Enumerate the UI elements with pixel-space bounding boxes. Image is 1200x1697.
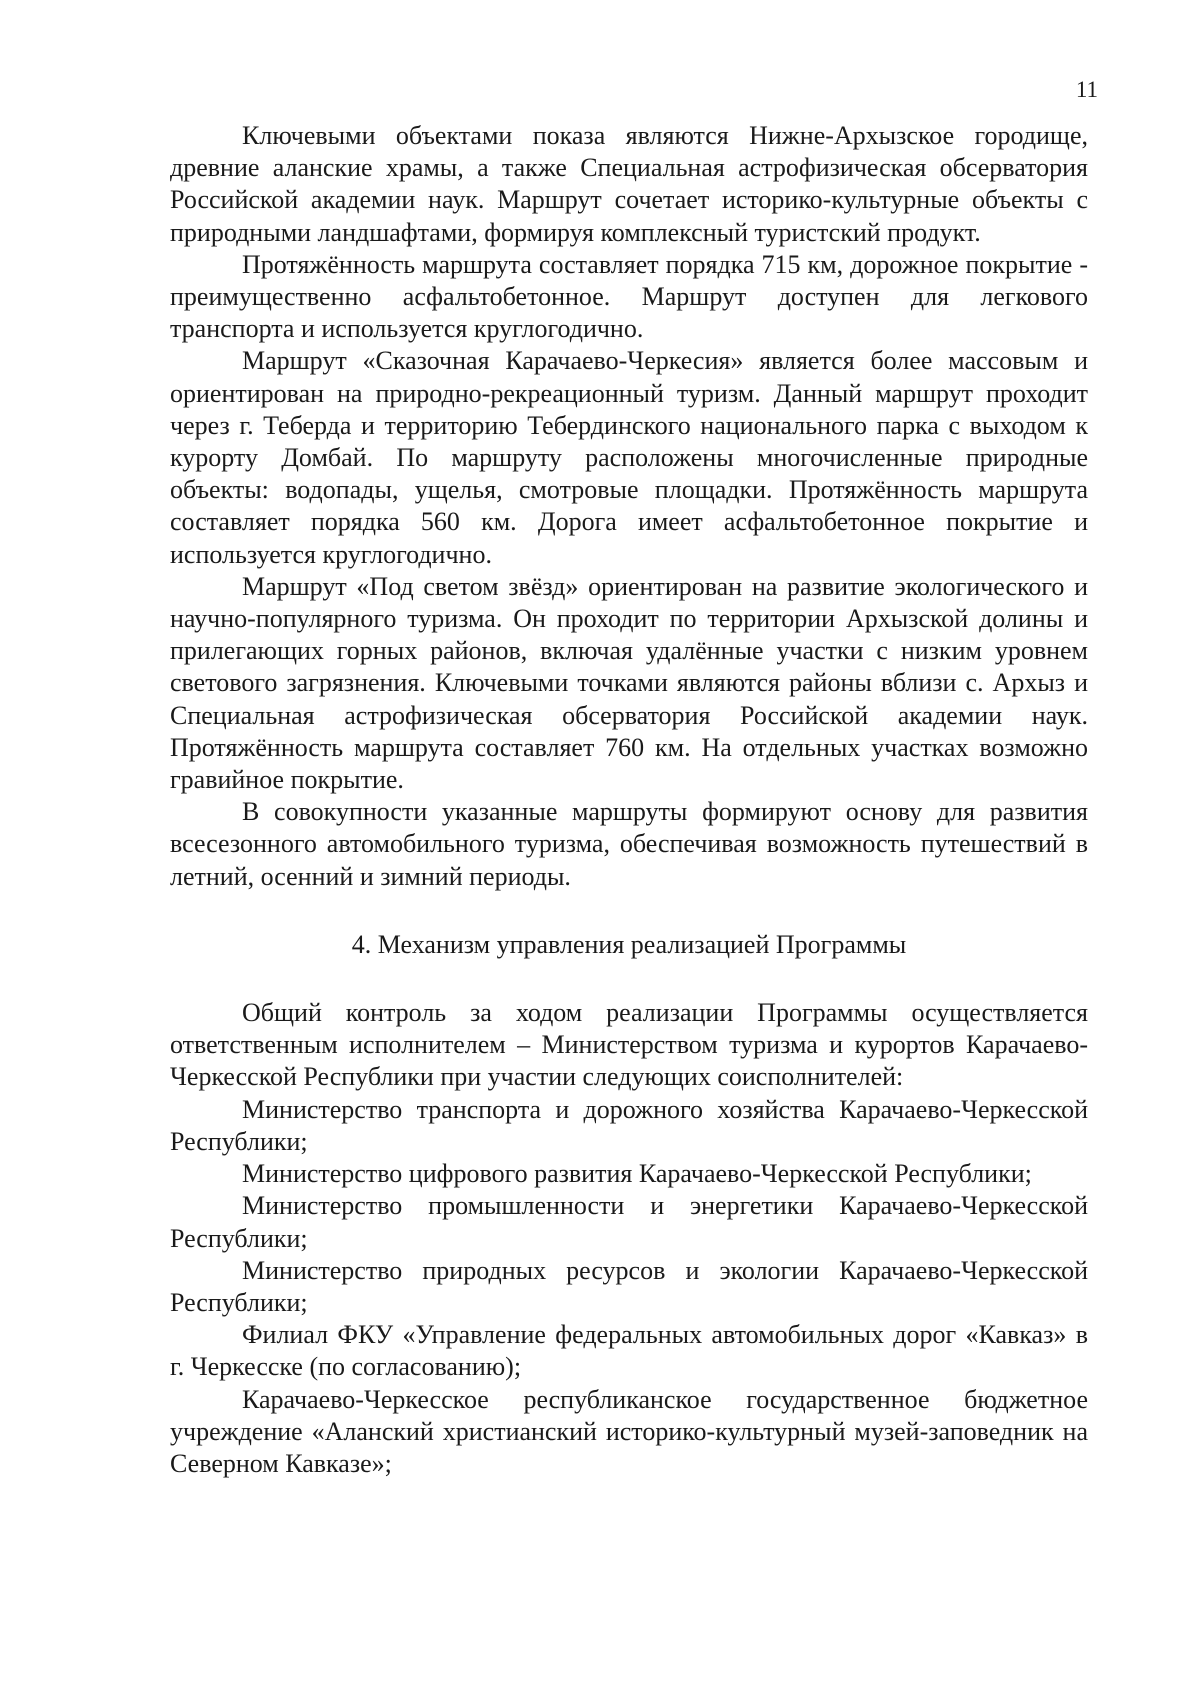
list-item: Карачаево-Черкесское республиканское государственное бюджетное учреждение «Аланский христианский историко-культурный музей-заповедник на Северном Кавказе»; (170, 1384, 1088, 1478)
paragraph: В совокупности указанные маршруты формируют основу для развития всесезонного автомобильного туризма, обеспечивая возможность путешествий в летний, осенний и зимний периоды. (170, 797, 1088, 891)
paragraph: Маршрут «Сказочная Карачаево-Черкесия» является более массовым и ориентирован на природно-рекреационный туризм. Данный маршрут проходит через г. Теберда и территорию Тебердинского национального парка с выходом к курорту Домбай. По маршруту расположены многочисленные природные объекты: водопады, ущелья, смотровые площадки. Протяжённость маршрута составляет порядка 560 км. Дорога имеет асфальтобетонное покрытие и используется круглогодично. (170, 346, 1088, 569)
paragraph: Маршрут «Под светом звёзд» ориентирован на развитие экологического и научно-популярного туризма. Он проходит по территории Архызской долины и прилегающих горных районов, включая удалённые участки с низким уровнем светового загрязнения. Ключевыми точками являются районы вблизи с. Архыз и Специальная астрофизическая обсерватория Российской академии наук. Протяжённость маршрута составляет 760 км. На отдельных участках возможно гравийное покрытие. (170, 571, 1088, 795)
list-item: Филиал ФКУ «Управление федеральных автомобильных дорог «Кавказ» в г. Черкесске (по согласованию); (170, 1320, 1088, 1382)
paragraph: Ключевыми объектами показа являются Нижне-Архызское городище, древние аланские храмы, а также Специальная астрофизическая обсерватория Российской академии наук. Маршрут сочетает историко-культурные объекты с природными ландшафтами, формируя комплексный туристский продукт. (170, 121, 1088, 247)
document-body (170, 120, 1088, 1480)
section-heading: 4. Механизм управления реализацией Программы (351, 929, 907, 959)
paragraph: Протяжённость маршрута составляет порядка 715 км, дорожное покрытие - преимущественно асфальтобетонное. Маршрут доступен для легкового транспорта и используется круглогодично. (170, 249, 1088, 344)
page-number: 11 (1075, 77, 1098, 102)
list-item: Министерство транспорта и дорожного хозяйства Карачаево-Черкесской Республики; (170, 1094, 1088, 1156)
list-item: Министерство цифрового развития Карачаево-Черкесской Республики; (242, 1159, 1032, 1189)
paragraph: Общий контроль за ходом реализации Программы осуществляется ответственным исполнителем – Министерством туризма и курортов Карачаево-Черкесской Республики при участии следующих соисполнителей: (170, 998, 1088, 1092)
list-item: Министерство промышленности и энергетики Карачаево-Черкесской Республики; (170, 1191, 1088, 1253)
list-item: Министерство природных ресурсов и экологии Карачаево-Черкесской Республики; (170, 1255, 1088, 1317)
